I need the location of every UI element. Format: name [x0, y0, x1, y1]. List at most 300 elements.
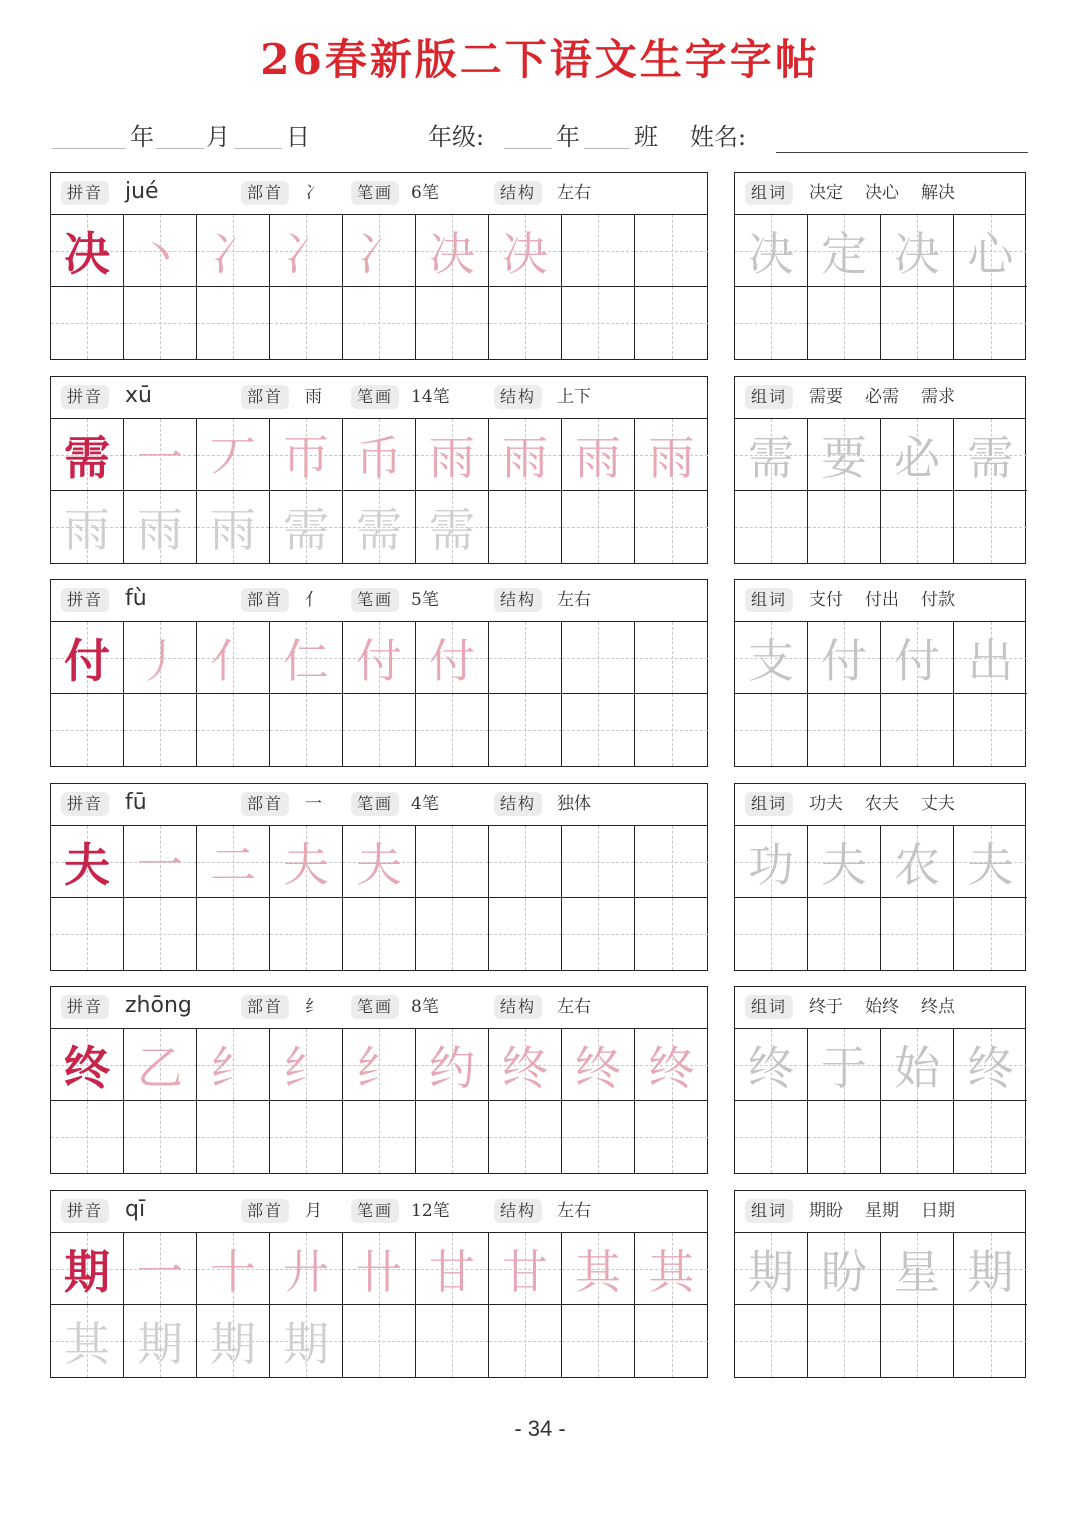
writing-cell[interactable] — [416, 419, 489, 491]
word-trace-character: 定 — [821, 226, 867, 281]
pinyin-value: zhōng — [125, 993, 192, 1018]
writing-cell[interactable] — [489, 1233, 562, 1305]
word-writing-cell[interactable] — [881, 215, 954, 287]
stroke-order-step: 冫 — [356, 226, 402, 281]
writing-cell[interactable] — [270, 491, 343, 563]
writing-cell[interactable] — [635, 1233, 708, 1305]
word-trace-character: 支 — [748, 633, 794, 688]
writing-cell[interactable] — [197, 491, 270, 563]
stroke-order-step: 需 — [283, 503, 329, 557]
writing-cell[interactable] — [343, 215, 416, 287]
writing-cell[interactable] — [51, 898, 124, 970]
writing-cell[interactable] — [562, 622, 635, 694]
writing-cell[interactable] — [270, 1233, 343, 1305]
writing-cell[interactable] — [635, 1305, 708, 1377]
radical-value: 月 — [305, 1201, 322, 1221]
word-trace-character: 需 — [748, 430, 794, 485]
writing-cell[interactable] — [416, 1101, 489, 1173]
writing-cell[interactable] — [489, 215, 562, 287]
word-trace-character: 期 — [748, 1244, 794, 1299]
word-item: 需求 — [921, 387, 955, 407]
writing-cell[interactable] — [197, 694, 270, 766]
word-writing-cell[interactable] — [735, 694, 808, 766]
writing-cell[interactable] — [343, 898, 416, 970]
char-info-row — [51, 987, 707, 1029]
writing-cell[interactable] — [416, 215, 489, 287]
writing-cell[interactable] — [124, 622, 197, 694]
writing-cell[interactable] — [416, 1029, 489, 1101]
structure-label: 结构 — [494, 385, 542, 409]
writing-cell[interactable] — [562, 826, 635, 898]
writing-cell[interactable] — [562, 491, 635, 563]
writing-cell[interactable] — [562, 898, 635, 970]
stroke-order-step: 十 — [210, 1244, 256, 1299]
words-label: 组词 — [745, 1199, 793, 1223]
writing-cell[interactable] — [635, 622, 708, 694]
writing-cell[interactable] — [416, 694, 489, 766]
word-writing-cell[interactable] — [954, 826, 1027, 898]
stroke-order-step: 雨 — [137, 503, 183, 557]
word-item: 星期 — [865, 1201, 899, 1221]
word-writing-cell[interactable] — [808, 1101, 881, 1173]
word-item: 付出 — [865, 590, 899, 610]
writing-cell[interactable] — [343, 1305, 416, 1377]
writing-cell[interactable] — [197, 1029, 270, 1101]
writing-cell[interactable] — [51, 622, 124, 694]
stroke-order-step: 终 — [575, 1040, 621, 1095]
writing-cell[interactable] — [51, 419, 124, 491]
structure-value: 左右 — [557, 590, 591, 610]
stroke-order-step: 甘 — [429, 1244, 475, 1299]
word-writing-cell[interactable] — [735, 826, 808, 898]
word-writing-cell[interactable] — [808, 419, 881, 491]
word-practice-block — [734, 172, 1026, 360]
writing-cell[interactable] — [51, 491, 124, 563]
writing-cell[interactable] — [197, 1305, 270, 1377]
word-practice-block — [734, 1190, 1026, 1378]
writing-cell[interactable] — [270, 694, 343, 766]
writing-cell[interactable] — [124, 694, 197, 766]
structure-value: 独体 — [557, 794, 591, 814]
words-list — [809, 383, 977, 411]
grade-year-label: 年 — [556, 123, 580, 151]
word-writing-cell[interactable] — [881, 1305, 954, 1377]
word-item: 终点 — [921, 997, 955, 1017]
words-label: 组词 — [745, 995, 793, 1019]
word-trace-character: 付 — [894, 633, 940, 688]
word-item: 始终 — [865, 997, 899, 1017]
pinyin-label: 拼音 — [61, 1199, 109, 1223]
writing-cell[interactable] — [489, 826, 562, 898]
writing-cell[interactable] — [197, 215, 270, 287]
word-writing-cell[interactable] — [954, 287, 1027, 359]
word-info-row — [735, 784, 1025, 826]
stroke-order-step: 终 — [502, 1040, 548, 1095]
word-writing-cell[interactable] — [808, 491, 881, 563]
pinyin-value: jué — [125, 179, 159, 204]
word-writing-cell[interactable] — [735, 1029, 808, 1101]
writing-cell[interactable] — [635, 491, 708, 563]
char-info-row — [51, 580, 707, 622]
writing-cell[interactable] — [51, 215, 124, 287]
writing-cell[interactable] — [635, 419, 708, 491]
word-item: 期盼 — [809, 1201, 843, 1221]
writing-cell[interactable] — [343, 491, 416, 563]
writing-cell[interactable] — [197, 287, 270, 359]
word-trace-character: 要 — [821, 430, 867, 485]
writing-cell[interactable] — [270, 419, 343, 491]
word-trace-character: 夫 — [967, 837, 1014, 892]
word-info-row — [735, 377, 1025, 419]
page-number: - 34 - — [514, 1416, 566, 1441]
writing-cell[interactable] — [197, 622, 270, 694]
word-writing-cell[interactable] — [735, 419, 808, 491]
stroke-order-step: 雨 — [648, 430, 695, 485]
strokes-label: 笔画 — [351, 995, 399, 1019]
writing-cell[interactable] — [124, 215, 197, 287]
word-writing-cell[interactable] — [881, 491, 954, 563]
model-character: 期 — [64, 1244, 110, 1299]
stroke-order-step: 亻 — [210, 633, 256, 688]
stroke-order-step: 期 — [137, 1317, 183, 1371]
pinyin-label: 拼音 — [61, 995, 109, 1019]
writing-cell[interactable] — [489, 898, 562, 970]
char-info-row — [51, 1191, 707, 1233]
writing-cell[interactable] — [51, 1305, 124, 1377]
radical-label: 部首 — [241, 181, 289, 205]
writing-cell[interactable] — [416, 287, 489, 359]
stroke-order-step: 其 — [648, 1244, 695, 1299]
writing-cell[interactable] — [416, 491, 489, 563]
words-label: 组词 — [745, 588, 793, 612]
writing-cell[interactable] — [124, 1029, 197, 1101]
writing-cell[interactable] — [562, 1029, 635, 1101]
word-writing-cell[interactable] — [735, 898, 808, 970]
strokes-value: 14笔 — [411, 387, 450, 407]
writing-cell[interactable] — [562, 287, 635, 359]
word-writing-cell[interactable] — [881, 694, 954, 766]
model-character: 需 — [64, 430, 110, 485]
writing-cell[interactable] — [489, 1305, 562, 1377]
writing-cell[interactable] — [562, 694, 635, 766]
month-label: 月 — [206, 123, 230, 151]
char-info-row — [51, 784, 707, 826]
words-label: 组词 — [745, 385, 793, 409]
strokes-label: 笔画 — [351, 792, 399, 816]
stroke-order-step: 雨 — [502, 430, 548, 485]
writing-cell[interactable] — [270, 622, 343, 694]
writing-cell[interactable] — [343, 287, 416, 359]
word-item: 日期 — [921, 1201, 955, 1221]
writing-cell[interactable] — [270, 1305, 343, 1377]
writing-cell[interactable] — [489, 694, 562, 766]
word-trace-character: 需 — [967, 430, 1014, 485]
writing-cell[interactable] — [343, 419, 416, 491]
writing-cell[interactable] — [197, 1101, 270, 1173]
word-writing-cell[interactable] — [808, 1305, 881, 1377]
word-writing-cell[interactable] — [881, 1029, 954, 1101]
word-writing-cell[interactable] — [808, 826, 881, 898]
stroke-order-step: 其 — [575, 1244, 621, 1299]
char-info-row — [51, 173, 707, 215]
writing-cell[interactable] — [489, 1101, 562, 1173]
writing-cell[interactable] — [124, 491, 197, 563]
writing-cell[interactable] — [635, 826, 708, 898]
word-writing-cell[interactable] — [735, 1305, 808, 1377]
word-item: 功夫 — [809, 794, 843, 814]
writing-cell[interactable] — [635, 694, 708, 766]
writing-cell[interactable] — [51, 1029, 124, 1101]
writing-cell[interactable] — [343, 1101, 416, 1173]
stroke-order-step: 决 — [502, 226, 548, 281]
stroke-order-step: 付 — [429, 633, 475, 688]
radical-value: 纟 — [305, 997, 322, 1017]
name-blank[interactable] — [776, 152, 1028, 153]
class-label: 班 — [634, 123, 658, 151]
word-info-row — [735, 987, 1025, 1029]
writing-cell[interactable] — [270, 215, 343, 287]
radical-label: 部首 — [241, 995, 289, 1019]
word-writing-cell[interactable] — [954, 694, 1027, 766]
stroke-order-step: 需 — [356, 503, 402, 557]
writing-cell[interactable] — [124, 826, 197, 898]
words-list — [809, 179, 977, 207]
writing-cell[interactable] — [489, 287, 562, 359]
writing-cell[interactable] — [635, 215, 708, 287]
stroke-order-step: 一 — [137, 837, 183, 892]
day-label: 日 — [286, 123, 310, 151]
writing-cell[interactable] — [635, 1029, 708, 1101]
writing-cell[interactable] — [416, 622, 489, 694]
word-writing-cell[interactable] — [881, 1101, 954, 1173]
stroke-order-step: 乙 — [137, 1040, 183, 1095]
word-writing-cell[interactable] — [881, 287, 954, 359]
writing-cell[interactable] — [562, 1101, 635, 1173]
strokes-value: 4笔 — [411, 794, 439, 814]
strokes-value: 8笔 — [411, 997, 439, 1017]
word-info-row — [735, 580, 1025, 622]
word-item: 农夫 — [865, 794, 899, 814]
class-blank[interactable] — [584, 148, 630, 149]
writing-cell[interactable] — [343, 622, 416, 694]
writing-cell[interactable] — [270, 898, 343, 970]
word-practice-block — [734, 783, 1026, 971]
strokes-label: 笔画 — [351, 181, 399, 205]
pinyin-label: 拼音 — [61, 792, 109, 816]
month-blank[interactable] — [156, 148, 204, 149]
model-character: 付 — [64, 633, 110, 688]
writing-cell[interactable] — [124, 898, 197, 970]
writing-cell[interactable] — [51, 826, 124, 898]
word-trace-character: 始 — [894, 1040, 940, 1095]
char-practice-block — [50, 986, 708, 1174]
word-item: 支付 — [809, 590, 843, 610]
writing-cell[interactable] — [562, 1233, 635, 1305]
writing-cell[interactable] — [343, 694, 416, 766]
writing-cell[interactable] — [124, 287, 197, 359]
word-trace-character: 功 — [748, 837, 794, 892]
stroke-order-step: 期 — [283, 1317, 329, 1371]
word-writing-cell[interactable] — [881, 1233, 954, 1305]
pinyin-label: 拼音 — [61, 385, 109, 409]
word-trace-character: 心 — [967, 226, 1014, 281]
stroke-order-step: 丆 — [210, 430, 256, 485]
word-writing-cell[interactable] — [735, 491, 808, 563]
writing-cell[interactable] — [51, 694, 124, 766]
writing-cell[interactable] — [416, 898, 489, 970]
writing-cell[interactable] — [562, 419, 635, 491]
word-writing-cell[interactable] — [881, 826, 954, 898]
word-trace-character: 出 — [967, 633, 1014, 688]
writing-cell[interactable] — [197, 826, 270, 898]
word-writing-cell[interactable] — [954, 1029, 1027, 1101]
writing-cell[interactable] — [197, 1233, 270, 1305]
writing-cell[interactable] — [489, 622, 562, 694]
writing-cell[interactable] — [51, 1101, 124, 1173]
stroke-order-step: 夫 — [283, 837, 329, 892]
word-trace-character: 星 — [894, 1244, 940, 1299]
writing-cell[interactable] — [51, 287, 124, 359]
writing-cell[interactable] — [51, 1233, 124, 1305]
pinyin-label: 拼音 — [61, 181, 109, 205]
day-blank[interactable] — [234, 148, 282, 149]
writing-cell[interactable] — [562, 1305, 635, 1377]
writing-cell[interactable] — [416, 826, 489, 898]
stroke-order-step: 冫 — [283, 226, 329, 281]
word-writing-cell[interactable] — [808, 898, 881, 970]
strokes-label: 笔画 — [351, 1199, 399, 1223]
pinyin-value: fū — [125, 790, 147, 815]
word-practice-block — [734, 579, 1026, 767]
word-writing-cell[interactable] — [735, 215, 808, 287]
word-writing-cell[interactable] — [735, 1233, 808, 1305]
word-writing-cell[interactable] — [735, 622, 808, 694]
writing-cell[interactable] — [124, 1305, 197, 1377]
writing-cell[interactable] — [635, 1101, 708, 1173]
word-item: 决定 — [809, 183, 843, 203]
stroke-order-step: 纟 — [210, 1040, 256, 1095]
model-character: 夫 — [64, 837, 110, 892]
structure-value: 左右 — [557, 183, 591, 203]
word-writing-cell[interactable] — [954, 491, 1027, 563]
word-trace-character: 盼 — [821, 1244, 867, 1299]
stroke-order-step: 雨 — [64, 503, 110, 557]
word-trace-character: 农 — [894, 837, 940, 892]
writing-cell[interactable] — [635, 287, 708, 359]
writing-cell[interactable] — [270, 826, 343, 898]
writing-cell[interactable] — [489, 1029, 562, 1101]
word-writing-cell[interactable] — [808, 287, 881, 359]
structure-value: 上下 — [557, 387, 591, 407]
writing-cell[interactable] — [416, 1305, 489, 1377]
stroke-order-step: 付 — [356, 633, 402, 688]
pinyin-value: xū — [125, 383, 152, 408]
writing-cell[interactable] — [124, 1101, 197, 1173]
stroke-order-step: 廾 — [283, 1244, 329, 1299]
words-label: 组词 — [745, 792, 793, 816]
stroke-order-step: 夫 — [356, 837, 402, 892]
stroke-order-step: 仁 — [283, 633, 329, 688]
char-practice-block — [50, 172, 708, 360]
year-blank[interactable] — [52, 148, 126, 149]
writing-cell[interactable] — [489, 419, 562, 491]
word-writing-cell[interactable] — [954, 1305, 1027, 1377]
structure-label: 结构 — [494, 995, 542, 1019]
word-writing-cell[interactable] — [808, 622, 881, 694]
stroke-order-step: 决 — [429, 226, 475, 281]
writing-cell[interactable] — [343, 1029, 416, 1101]
radical-value: 亻 — [305, 590, 322, 610]
word-writing-cell[interactable] — [954, 1233, 1027, 1305]
word-writing-cell[interactable] — [808, 215, 881, 287]
word-writing-cell[interactable] — [954, 622, 1027, 694]
year-label: 年 — [130, 123, 154, 151]
word-writing-cell[interactable] — [954, 215, 1027, 287]
word-item: 必需 — [865, 387, 899, 407]
word-writing-cell[interactable] — [735, 287, 808, 359]
word-writing-cell[interactable] — [735, 1101, 808, 1173]
writing-cell[interactable] — [197, 898, 270, 970]
word-trace-character: 期 — [967, 1244, 1014, 1299]
writing-cell[interactable] — [197, 419, 270, 491]
stroke-order-step: 纟 — [283, 1040, 329, 1095]
word-trace-character: 付 — [821, 633, 867, 688]
radical-label: 部首 — [241, 1199, 289, 1223]
stroke-order-step: 币 — [356, 430, 402, 485]
word-writing-cell[interactable] — [954, 898, 1027, 970]
word-info-row — [735, 1191, 1025, 1233]
writing-cell[interactable] — [124, 1233, 197, 1305]
word-writing-cell[interactable] — [881, 898, 954, 970]
writing-cell[interactable] — [635, 898, 708, 970]
words-list — [809, 993, 977, 1021]
writing-cell[interactable] — [270, 1101, 343, 1173]
structure-label: 结构 — [494, 181, 542, 205]
strokes-value: 12笔 — [411, 1201, 450, 1221]
word-writing-cell[interactable] — [808, 694, 881, 766]
grade-year-blank[interactable] — [504, 148, 552, 149]
stroke-order-step: 丶 — [137, 226, 183, 281]
word-trace-character: 决 — [894, 226, 940, 281]
writing-cell[interactable] — [270, 1029, 343, 1101]
word-writing-cell[interactable] — [881, 622, 954, 694]
stroke-order-step: 一 — [137, 1244, 183, 1299]
writing-cell[interactable] — [562, 215, 635, 287]
writing-cell[interactable] — [343, 1233, 416, 1305]
writing-cell[interactable] — [489, 491, 562, 563]
word-writing-cell[interactable] — [954, 419, 1027, 491]
stroke-order-step: 约 — [429, 1040, 475, 1095]
writing-cell[interactable] — [270, 287, 343, 359]
writing-cell[interactable] — [343, 826, 416, 898]
word-writing-cell[interactable] — [881, 419, 954, 491]
word-writing-cell[interactable] — [954, 1101, 1027, 1173]
word-item: 需要 — [809, 387, 843, 407]
word-trace-character: 于 — [821, 1040, 867, 1095]
stroke-order-step: 冫 — [210, 226, 256, 281]
words-list — [809, 790, 977, 818]
word-writing-cell[interactable] — [808, 1233, 881, 1305]
word-trace-character: 夫 — [821, 837, 867, 892]
strokes-value: 5笔 — [411, 590, 439, 610]
writing-cell[interactable] — [124, 419, 197, 491]
stroke-order-step: 二 — [210, 837, 256, 892]
word-writing-cell[interactable] — [808, 1029, 881, 1101]
writing-cell[interactable] — [416, 1233, 489, 1305]
char-practice-block — [50, 783, 708, 971]
words-label: 组词 — [745, 181, 793, 205]
stroke-order-step: 雨 — [575, 430, 621, 485]
